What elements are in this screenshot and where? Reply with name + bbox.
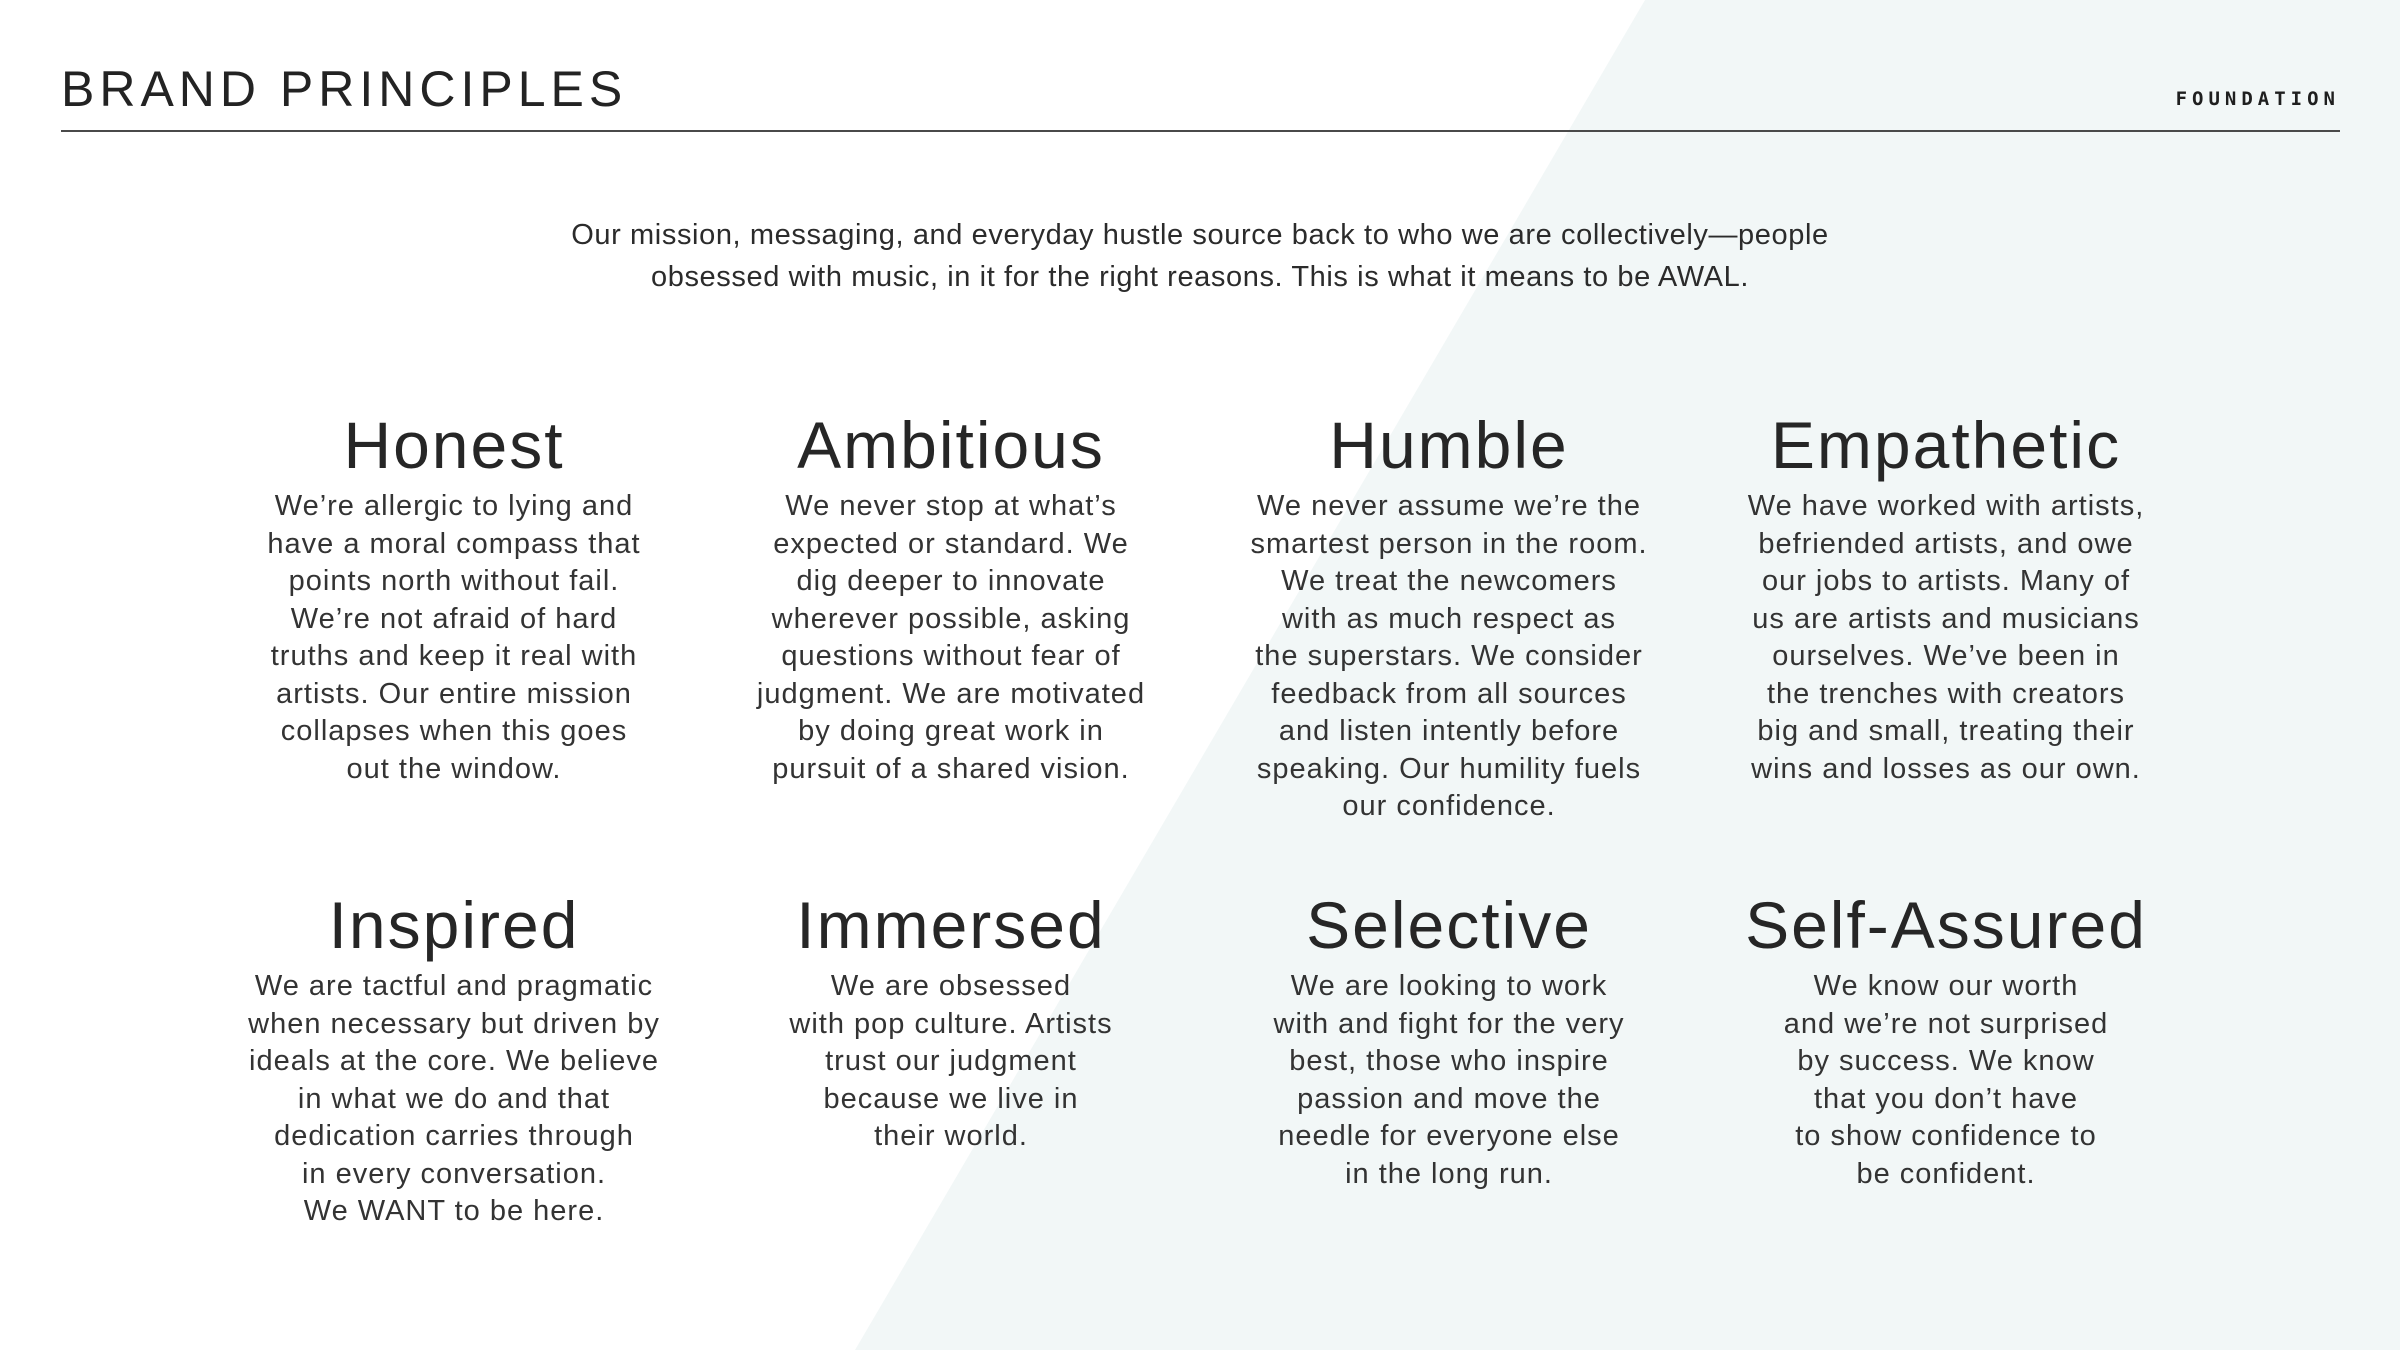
- description-line: with as much respect as: [1281, 602, 1617, 635]
- principle-title: Humble: [1329, 408, 1569, 482]
- intro-line: Our mission, messaging, and everyday hustle source back to who we are collectively—people: [571, 219, 1829, 251]
- principle-title: Empathetic: [1770, 408, 2122, 482]
- description-line: needle for everyone else: [1278, 1120, 1620, 1152]
- principle-title: Immersed: [796, 888, 1106, 962]
- principle-title: Inspired: [328, 888, 580, 962]
- principle-self-assured: [1716, 886, 2176, 1193]
- description-line: collapses when this goes: [280, 715, 628, 747]
- description-line: ourselves. We’ve been in: [1772, 640, 2120, 672]
- description-line: our jobs to artists. Many of: [1761, 565, 2131, 597]
- principle-title: Selective: [1306, 888, 1592, 962]
- description-line: We’re not afraid of hard: [290, 602, 618, 635]
- principle-ambitious: [721, 406, 1181, 788]
- description-line: when necessary but driven by: [248, 1007, 660, 1040]
- description-line: We are looking to work: [1290, 970, 1608, 1002]
- description-line: artists. Our entire mission: [276, 677, 632, 710]
- description-line: We know our worth: [1813, 970, 2079, 1002]
- page-header: [61, 58, 2340, 132]
- description-line: best, those who inspire: [1289, 1045, 1609, 1077]
- description-line: in every conversation.: [301, 1157, 607, 1190]
- description-line: in the long run.: [1345, 1157, 1553, 1190]
- description-line: judgment. We are motivated: [756, 677, 1146, 710]
- description-line: be confident.: [1856, 1157, 2036, 1190]
- description-line: and listen intently before: [1278, 715, 1620, 747]
- principle-title: Self-Assured: [1745, 888, 2147, 962]
- description-line: have a moral compass that: [267, 527, 641, 560]
- description-line: that you don’t have: [1813, 1082, 2079, 1115]
- principle-description: [224, 968, 684, 1231]
- description-line: dedication carries through: [274, 1120, 634, 1152]
- description-line: smartest person in the room.: [1250, 527, 1648, 560]
- principle-description: [1219, 968, 1679, 1193]
- description-line: We’re allergic to lying and: [274, 490, 634, 522]
- description-line: the superstars. We consider: [1255, 640, 1643, 672]
- description-line: with and fight for the very: [1273, 1007, 1625, 1040]
- principle-description: [721, 488, 1181, 788]
- description-line: We WANT to be here.: [303, 1195, 605, 1227]
- description-line: and we’re not surprised: [1783, 1007, 2109, 1040]
- principle-description: [224, 488, 684, 788]
- description-line: to show confidence to: [1795, 1120, 2097, 1152]
- principle-description: [1716, 488, 2176, 788]
- principle-selective: [1219, 886, 1679, 1193]
- description-line: with pop culture. Artists: [789, 1007, 1113, 1040]
- principle-immersed: [721, 886, 1181, 1156]
- description-line: We are tactful and pragmatic: [254, 970, 654, 1002]
- description-line: wherever possible, asking: [771, 602, 1131, 635]
- principle-honest: [224, 406, 684, 788]
- description-line: their world.: [874, 1120, 1028, 1152]
- description-line: by doing great work in: [798, 715, 1104, 747]
- description-line: us are artists and musicians: [1752, 602, 2140, 635]
- principle-description: [721, 968, 1181, 1156]
- description-line: speaking. Our humility fuels: [1256, 752, 1642, 785]
- description-line: big and small, treating their: [1757, 715, 2135, 747]
- section-label: FOUNDATION: [2175, 88, 2340, 110]
- description-line: We never assume we’re the: [1257, 490, 1641, 522]
- description-line: the trenches with creators: [1766, 677, 2126, 710]
- principle-description: [1219, 488, 1679, 826]
- description-line: truths and keep it real with: [270, 640, 638, 672]
- description-line: trust our judgment: [825, 1045, 1077, 1077]
- description-line: We are obsessed: [830, 970, 1072, 1002]
- description-line: befriended artists, and owe: [1758, 527, 2134, 560]
- principle-title: Honest: [343, 408, 565, 482]
- description-line: feedback from all sources: [1271, 677, 1627, 710]
- principle-description: [1716, 968, 2176, 1193]
- description-line: dig deeper to innovate: [796, 565, 1106, 597]
- description-line: We never stop at what’s: [785, 490, 1117, 522]
- description-line: expected or standard. We: [773, 527, 1129, 560]
- description-line: in what we do and that: [297, 1082, 611, 1115]
- description-line: wins and losses as our own.: [1751, 752, 2141, 785]
- description-line: questions without fear of: [781, 640, 1121, 672]
- description-line: We treat the newcomers: [1281, 565, 1617, 597]
- description-line: pursuit of a shared vision.: [772, 752, 1130, 785]
- description-line: We have worked with artists,: [1747, 490, 2145, 522]
- description-line: by success. We know: [1797, 1045, 2095, 1077]
- description-line: passion and move the: [1297, 1082, 1601, 1115]
- intro-paragraph: [420, 214, 1980, 298]
- description-line: because we live in: [823, 1082, 1079, 1115]
- description-line: points north without fail.: [288, 565, 620, 597]
- principle-empathetic: [1716, 406, 2176, 788]
- principle-humble: [1219, 406, 1679, 826]
- principle-title: Ambitious: [797, 408, 1105, 482]
- description-line: ideals at the core. We believe: [249, 1045, 659, 1077]
- description-line: our confidence.: [1342, 790, 1556, 822]
- principle-inspired: [224, 886, 684, 1231]
- intro-line: obsessed with music, in it for the right reasons. This is what it means to be AWAL.: [650, 261, 1750, 293]
- description-line: out the window.: [346, 752, 562, 785]
- page-title: BRAND PRINCIPLES: [61, 61, 628, 117]
